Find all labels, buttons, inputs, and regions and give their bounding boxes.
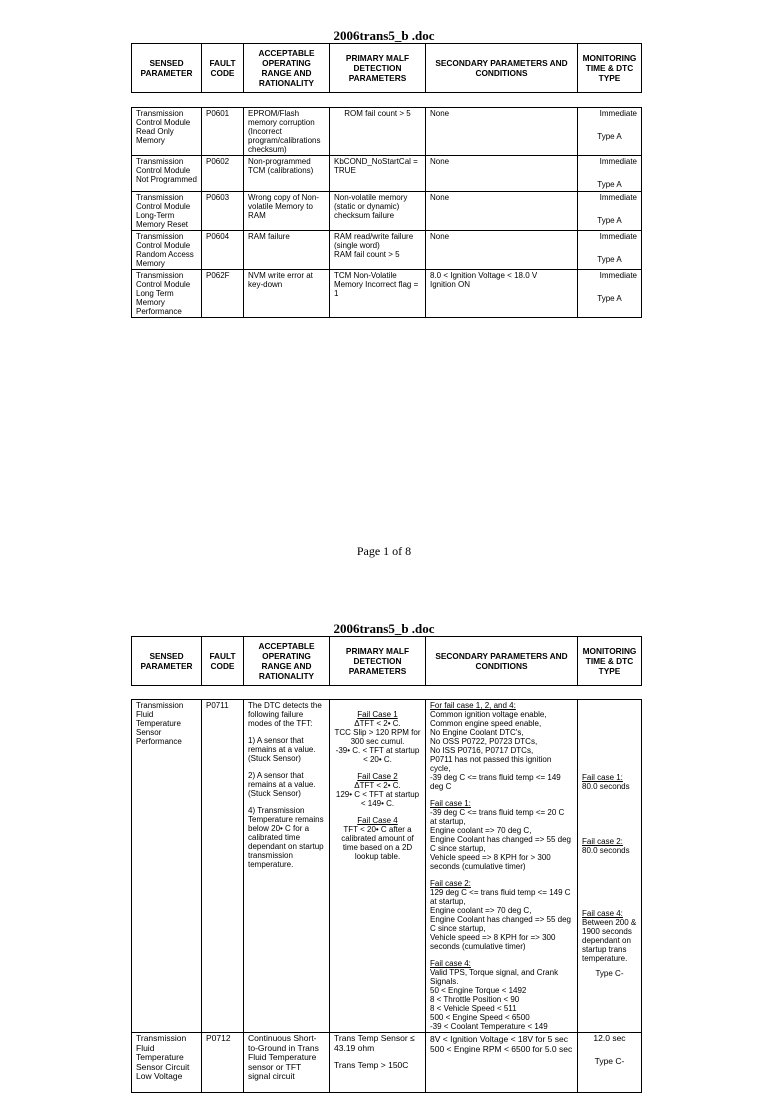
range-text: 4) Transmission Temperature remains below 20• C for a calibrated time dependant on startup transmission temperature. [248,806,324,869]
fail-case-line: ΔTFT < 2• C. [354,781,401,790]
condition-line: Vehicle speed => 8 KPH for => 300 seconds (cumulative timer) [430,933,556,951]
condition-line: P0711 has not passed this ignition cycle, [430,755,552,773]
table-row [132,270,642,318]
dtc-type: Type A [597,294,622,303]
primary-malf: Non-volatile memory (static or dynamic) checksum failure [330,192,426,231]
table-row [132,1033,642,1093]
fail-case-title: Fail Case 4 [357,816,398,825]
table-row [132,231,642,270]
secondary-params: None [426,108,578,156]
sensed-parameter: Transmission Control Module Long-Term Memory Reset [132,192,202,231]
sensed-parameter: Transmission Fluid Temperature Sensor Performance [132,700,202,1033]
monitoring-time [578,156,642,192]
fail-case-line: ΔTFT < 2• C. [354,719,401,728]
monitor-title: Fail case 4: [582,909,623,918]
condition-line: Engine Coolant has changed => 55 deg C since startup, [430,835,572,853]
fault-code: P0602 [202,156,244,192]
operating-range: EPROM/Flash memory corruption (Incorrect program/calibrations checksum) [244,108,330,156]
condition-line: 8 < Throttle Position < 90 [430,995,520,1004]
condition-title: Fail case 4: [430,959,471,968]
sensed-parameter: Transmission Control Module Read Only Memory [132,108,202,156]
table-row [132,108,642,156]
condition-line: -39 deg C <= trans fluid temp <= 20 C at startup, [430,808,565,826]
fail-case-line: TCC Slip > 120 RPM for 300 sec cumul. [334,728,421,746]
condition-line: Valid TPS, Torque signal, and Crank Signals. [430,968,559,986]
condition-line: Engine coolant => 70 deg C, [430,826,532,835]
table-row [132,192,642,231]
condition-line: No ISS P0716, P0717 DTCs, [430,746,534,755]
col-secondary-params: SECONDARY PARAMETERS AND CONDITIONS [426,637,578,686]
monitor-title: Fail case 1: [582,773,623,782]
condition-line: Vehicle speed => 8 KPH for > 300 seconds (cumulative timer) [430,853,551,871]
col-monitoring-time: MONITORING TIME & DTC TYPE [578,44,642,93]
table-row [132,700,642,1033]
time-value: Immediate [599,193,637,202]
condition-line: 50 < Engine Torque < 1492 [430,986,527,995]
fault-code: P0601 [202,108,244,156]
col-sensed-parameter: SENSED PARAMETER [132,44,202,93]
col-monitoring-time: MONITORING TIME & DTC TYPE [578,637,642,686]
col-secondary-params: SECONDARY PARAMETERS AND CONDITIONS [426,44,578,93]
operating-range: Continuous Short-to-Ground in Trans Fluid Temperature sensor or TFT signal circuit [244,1033,330,1093]
monitor-value: Between 200 & 1900 seconds dependant on startup trans temperature. [582,918,637,963]
condition-line: -39 deg C <= trans fluid temp <= 149 deg C [430,773,561,791]
condition-title: For fail case 1, 2, and 4: [430,701,516,710]
data-table-page1 [131,107,642,318]
dtc-type: Type A [597,255,622,264]
sensed-parameter: Transmission Control Module Long Term Memory Performance [132,270,202,318]
secondary-params: None [426,192,578,231]
document-title: 2006trans5_b .doc [333,28,435,43]
monitoring-time [578,231,642,270]
condition-title: Fail case 1: [430,799,471,808]
range-text: The DTC detects the following failure modes of the TFT: [248,701,322,728]
primary-malf: RAM read/write failure (single word) RAM fail count > 5 [330,231,426,270]
fault-code: P062F [202,270,244,318]
col-fault-code: FAULT CODE [202,637,244,686]
secondary-params [426,700,578,1033]
monitor-title: Fail case 2: [582,837,623,846]
operating-range: RAM failure [244,231,330,270]
condition-line: No Engine Coolant DTC's, [430,728,524,737]
primary-malf: ROM fail count > 5 [330,108,426,156]
condition-line: Engine Coolant has changed => 55 deg C since startup, [430,915,572,933]
secondary-params: None [426,231,578,270]
primary-line: Trans Temp Sensor ≤ 43.19 ohm [334,1033,415,1053]
monitoring-time [578,192,642,231]
dtc-type: Type A [597,216,622,225]
operating-range: Non-programmed TCM (calibrations) [244,156,330,192]
monitoring-time [578,270,642,318]
dtc-type: Type C- [594,1056,625,1066]
time-value: Immediate [599,232,637,241]
document-title: 2006trans5_b .doc [333,621,435,636]
secondary-params: 8.0 < Ignition Voltage < 18.0 V Ignition ON [426,270,578,318]
time-value: Immediate [599,271,637,280]
page-number: Page 1 of 8 [356,544,412,558]
range-text: 2) A sensor that remains at a value. (Stuck Sensor) [248,771,316,798]
secondary-params: 8V < Ignition Voltage < 18V for 5 sec 500 < Engine RPM < 6500 for 5.0 sec [426,1033,578,1093]
monitoring-time [578,108,642,156]
condition-line: 500 < Engine Speed < 6500 [430,1013,530,1022]
col-sensed-parameter: SENSED PARAMETER [132,637,202,686]
condition-line: -39 < Coolant Temperature < 149 [430,1022,548,1031]
primary-malf: KbCOND_NoStartCal = TRUE [330,156,426,192]
sensed-parameter: Transmission Fluid Temperature Sensor Circuit Low Voltage [132,1033,202,1093]
monitor-value: 80.0 seconds [582,846,630,855]
condition-line: Engine coolant => 70 deg C, [430,906,532,915]
operating-range: NVM write error at key-down [244,270,330,318]
fault-code: P0604 [202,231,244,270]
header-table-page1 [131,43,642,93]
fault-code: P0603 [202,192,244,231]
header-table-page2 [131,636,642,686]
range-text: 1) A sensor that remains at a value. (Stuck Sensor) [248,736,316,763]
fault-code: P0711 [202,700,244,1033]
data-table-page2 [131,699,642,1093]
time-value: Immediate [599,109,637,118]
primary-malf [330,1033,426,1093]
condition-line: 129 deg C <= trans fluid temp <= 149 C at startup, [430,888,571,906]
col-primary-malf: PRIMARY MALF DETECTION PARAMETERS [330,637,426,686]
dtc-type: Type A [597,132,622,141]
time-value: Immediate [599,157,637,166]
sensed-parameter: Transmission Control Module Not Programmed [132,156,202,192]
primary-malf: TCM Non-Volatile Memory Incorrect flag = 1 [330,270,426,318]
table-row [132,156,642,192]
monitoring-time [578,700,642,1033]
dtc-type: Type A [597,180,622,189]
fail-case-line: 129• C < TFT at startup < 149• C. [335,790,420,808]
col-fault-code: FAULT CODE [202,44,244,93]
time-value: 12.0 sec [593,1033,626,1043]
col-operating-range: ACCEPTABLE OPERATING RANGE AND RATIONALITY [244,637,330,686]
primary-line: Trans Temp > 150C [334,1060,409,1070]
primary-malf [330,700,426,1033]
dtc-type: Type C- [595,969,624,978]
condition-line: Common ignition voltage enable, [430,710,547,719]
col-operating-range: ACCEPTABLE OPERATING RANGE AND RATIONALITY [244,44,330,93]
fault-code: P0712 [202,1033,244,1093]
fail-case-title: Fail Case 2 [357,772,398,781]
condition-title: Fail case 2: [430,879,471,888]
col-primary-malf: PRIMARY MALF DETECTION PARAMETERS [330,44,426,93]
condition-line: No OSS P0722, P0723 DTCs, [430,737,538,746]
secondary-params: None [426,156,578,192]
operating-range: Wrong copy of Non-volatile Memory to RAM [244,192,330,231]
monitoring-time [578,1033,642,1093]
monitor-value: 80.0 seconds [582,782,630,791]
fail-case-title: Fail Case 1 [357,710,398,719]
fail-case-line: -39• C. < TFT at startup < 20• C. [335,746,420,764]
sensed-parameter: Transmission Control Module Random Access Memory [132,231,202,270]
operating-range [244,700,330,1033]
condition-line: 8 < Vehicle Speed < 511 [430,1004,517,1013]
condition-line: Common engine speed enable, [430,719,542,728]
fail-case-line: TFT < 20• C after a calibrated amount of time based on a 2D lookup table. [341,825,414,861]
